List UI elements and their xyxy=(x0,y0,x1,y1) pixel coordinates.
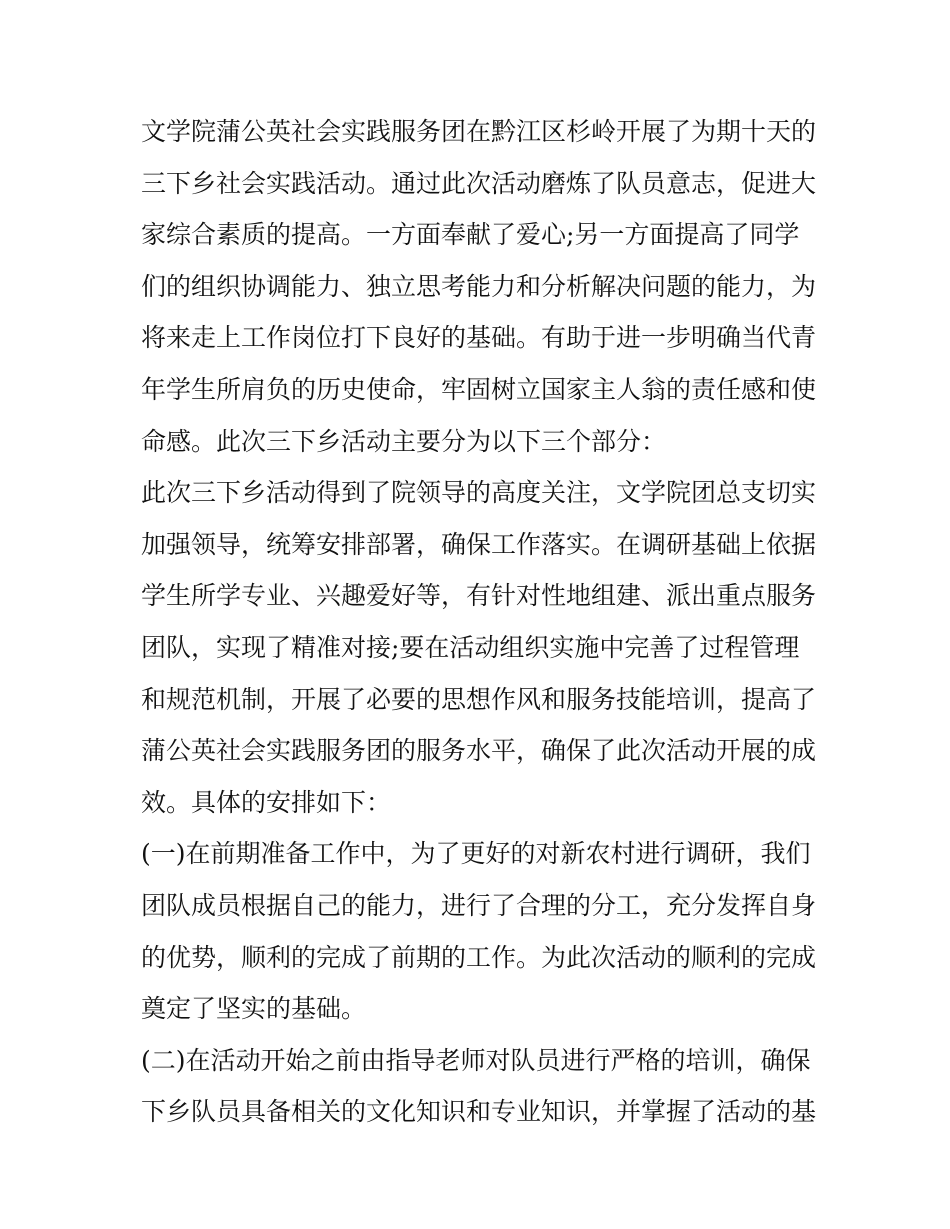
text-line-2: 三下乡社会实践活动。通过此次活动磨炼了队员意志，促进大 xyxy=(141,168,817,198)
text-line-9: 加强领导，统筹安排部署，确保工作落实。在调研基础上依据 xyxy=(141,529,817,559)
text-line-8: 此次三下乡活动得到了院领导的高度关注，文学院团总支切实 xyxy=(141,478,817,508)
text-line-20: 下乡队员具备相关的文化知识和专业知识，并掌握了活动的基 xyxy=(141,1097,817,1127)
text-line-15: (一)在前期准备工作中，为了更好的对新农村进行调研，我们 xyxy=(141,839,811,869)
text-line-1: 文学院蒲公英社会实践服务团在黔江区杉岭开展了为期十天的 xyxy=(141,117,817,146)
text-line-16: 团队成员根据自己的能力，进行了合理的分工，充分发挥自身 xyxy=(141,890,817,920)
text-line-19: (二)在活动开始之前由指导老师对队员进行严格的培训，确保 xyxy=(141,1045,811,1075)
text-line-14: 效。具体的安排如下： xyxy=(141,787,392,817)
text-line-5: 将来走上工作岗位打下良好的基础。有助于进一步明确当代青 xyxy=(141,323,817,353)
text-line-3: 家综合素质的提高。一方面奉献了爱心;另一方面提高了同学 xyxy=(141,220,800,250)
text-line-17: 的优势，顺利的完成了前期的工作。为此次活动的顺利的完成 xyxy=(141,942,817,972)
text-line-11: 团队，实现了精准对接;要在活动组织实施中完善了过程管理 xyxy=(141,632,800,662)
text-line-7: 命感。此次三下乡活动主要分为以下三个部分： xyxy=(141,426,667,456)
text-line-6: 年学生所肩负的历史使命，牢固树立国家主人翁的责任感和使 xyxy=(141,374,817,404)
text-line-12: 和规范机制，开展了必要的思想作风和服务技能培训，提高了 xyxy=(141,684,817,714)
text-line-4: 们的组织协调能力、独立思考能力和分析解决问题的能力，为 xyxy=(141,271,817,301)
text-line-13: 蒲公英社会实践服务团的服务水平，确保了此次活动开展的成 xyxy=(141,736,817,766)
text-line-10: 学生所学专业、兴趣爱好等，有针对性地组建、派出重点服务 xyxy=(141,581,817,611)
text-line-18: 奠定了坚实的基础。 xyxy=(141,994,367,1024)
document-body xyxy=(141,106,817,1138)
